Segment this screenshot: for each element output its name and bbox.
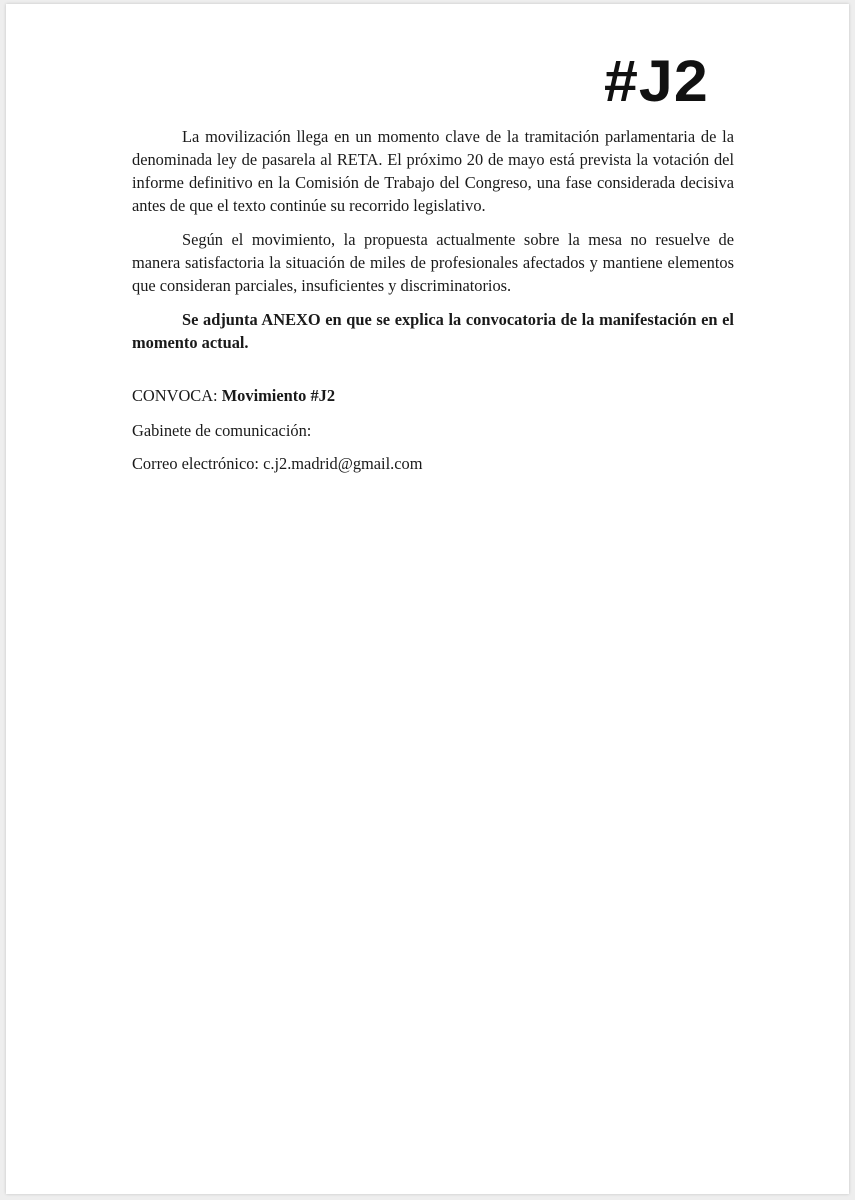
email-label: Correo electrónico: bbox=[132, 454, 264, 473]
convoca-label: CONVOCA: bbox=[132, 386, 222, 405]
gabinete-line: Gabinete de comunicación: bbox=[132, 421, 312, 440]
email-address: c.j2.madrid@gmail.com bbox=[263, 454, 423, 473]
paragraph-mobilization: La movilización llega en un momento clave de la tramitación parlamentaria de la denominada ley de pasarela al RETA. El próximo 20 de mayo está prevista la votación del informe definitivo en la Comisión de Trabajo del Congreso, una fase considerada decisiva antes de que el texto continúe su recorrido legislativo. bbox=[132, 127, 734, 215]
document-page bbox=[6, 4, 849, 1194]
document-body bbox=[132, 125, 734, 365]
paragraph-proposal: Según el movimiento, la propuesta actualmente sobre la mesa no resuelve de manera satisfactoria la situación de miles de profesionales afectados y mantiene elementos que consideran parciales, insuficientes y discriminatorios. bbox=[132, 230, 734, 295]
convoca-line bbox=[132, 385, 752, 407]
email-line bbox=[132, 453, 752, 475]
paragraph-annex: Se adjunta ANEXO en que se explica la convocatoria de la manifestación en el momento actual. bbox=[132, 310, 734, 352]
convoca-value: Movimiento #J2 bbox=[221, 386, 336, 405]
j2-logo: #J2 bbox=[604, 49, 709, 114]
